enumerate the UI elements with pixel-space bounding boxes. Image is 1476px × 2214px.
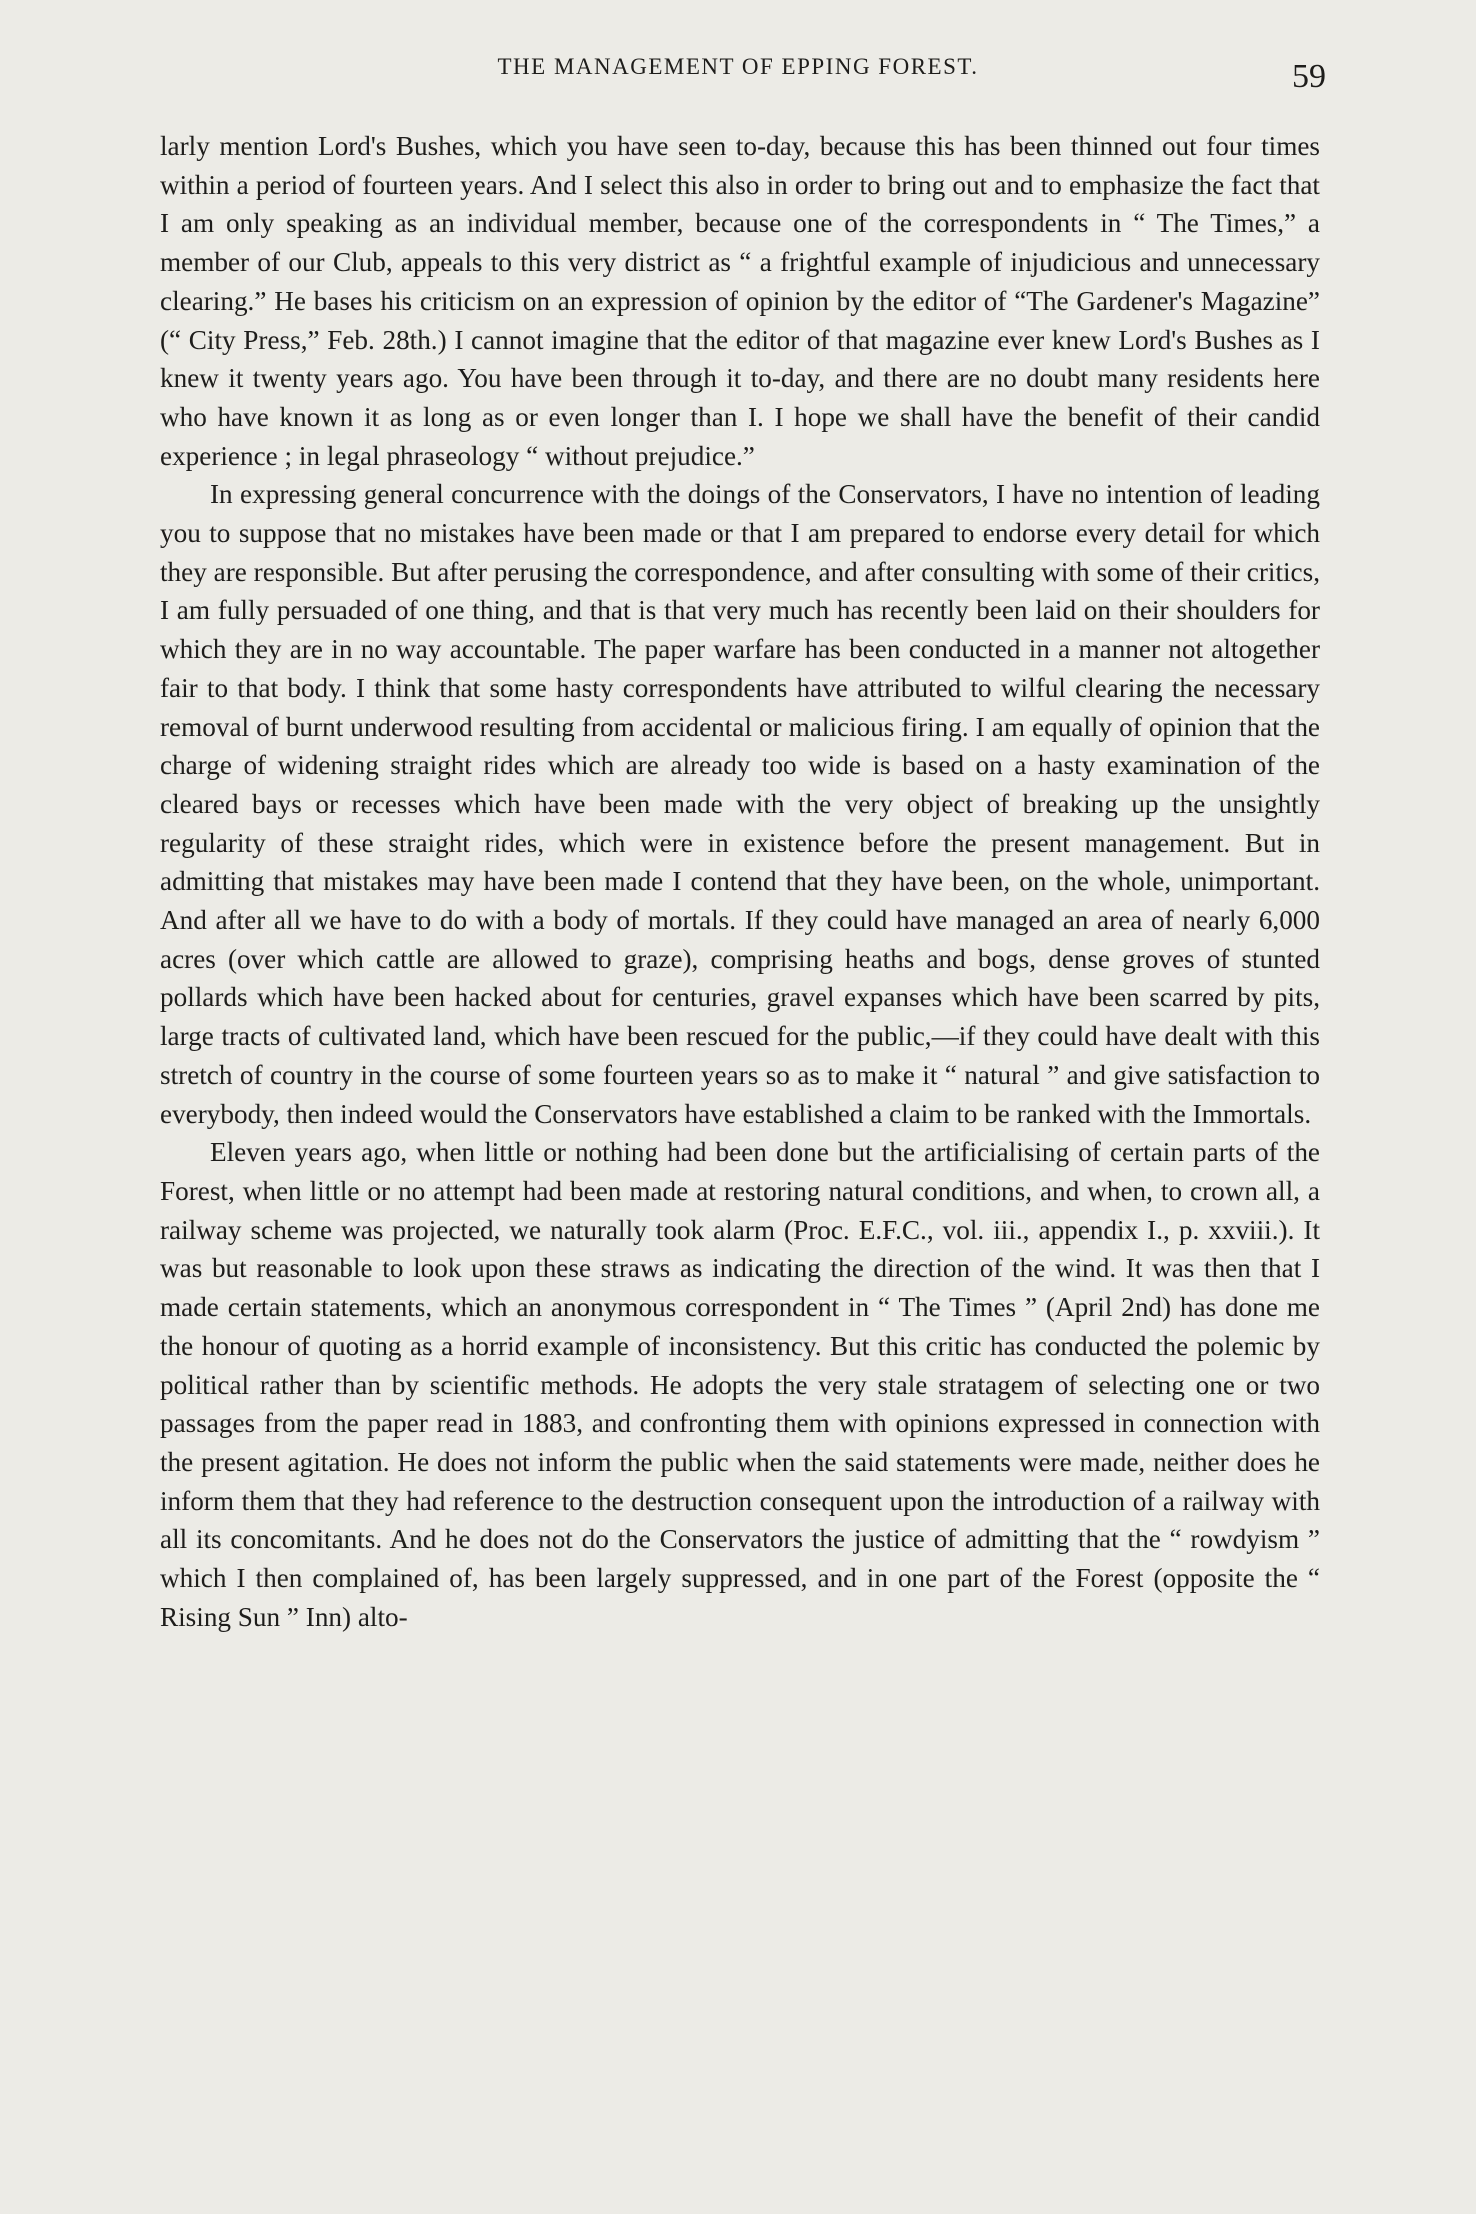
- page-number: 59: [1292, 58, 1326, 95]
- body-text: [160, 127, 1320, 1636]
- paragraph-continued: larly mention Lord's Bushes, which you have seen to-day, because this has been thinned out four times within a period of fourteen years. And I select this also in order to bring out and to emphasize the fact that I am only speaking as an individual member, because one of the correspondents in “ The Times,” a member of our Club, appeals to this very district as “ a frightful example of injudicious and unnecessary clearing.” He bases his criticism on an expression of opinion by the editor of “The Gardener's Magazine” (“ City Press,” Feb. 28th.) I cannot imagine that the editor of that magazine ever knew Lord's Bushes as I knew it twenty years ago. You have been through it to-day, and there are no doubt many residents here who have known it as long as or even longer than I. I hope we shall have the benefit of their candid experience ; in legal phraseology “ without prejudice.”: [160, 131, 1320, 471]
- paragraph-concurrence: In expressing general concurrence with the doings of the Conservators, I have no intention of leading you to suppose that no mistakes have been made or that I am prepared to endorse every detail for which they are responsible. But after perusing the correspondence, and after consulting with some of their critics, I am fully persuaded of one thing, and that is that very much has recently been laid on their shoulders for which they are in no way accountable. The paper warfare has been conducted in a manner not altogether fair to that body. I think that some hasty correspondents have attributed to wilful clearing the necessary removal of burnt underwood resulting from accidental or malicious firing. I am equally of opinion that the charge of widening straight rides which are already too wide is based on a hasty examination of the cleared bays or recesses which have been made with the very object of breaking up the unsightly regularity of these straight rides, which were in existence before the present management. But in admitting that mistakes may have been made I contend that they have been, on the whole, unimportant. And after all we have to do with a body of mortals. If they could have managed an area of nearly 6,000 acres (over which cattle are allowed to graze), comprising heaths and bogs, dense groves of stunted pollards which have been hacked about for centuries, gravel expanses which have been scarred by pits, large tracts of cultivated land, which have been rescued for the public,—if they could have dealt with this stretch of country in the course of some fourteen years so as to make it “ natural ” and give satisfaction to everybody, then indeed would the Conservators have established a claim to be ranked with the Immortals.: [160, 479, 1320, 1129]
- page-header: [150, 52, 1326, 112]
- paragraph-eleven-years: Eleven years ago, when little or nothing had been done but the artificialising of certain parts of the Forest, when little or no attempt had been made at restoring natural conditions, and when, to crown all, a railway scheme was projected, we naturally took alarm (Proc. E.F.C., vol. iii., appendix I., p. xxviii.). It was but reasonable to look upon these straws as indicating the direction of the wind. It was then that I made certain statements, which an anonymous correspondent in “ The Times ” (April 2nd) has done me the honour of quoting as a horrid example of inconsistency. But this critic has conducted the polemic by political rather than by scientific methods. He adopts the very stale stratagem of selecting one or two passages from the paper read in 1883, and confronting them with opinions expressed in connection with the present agitation. He does not inform the public when the said statements were made, neither does he inform them that they had reference to the destruction consequent upon the introduction of a railway with all its concomitants. And he does not do the Conservators the justice of admitting that the “ rowdyism ” which I then complained of, has been largely suppressed, and in one part of the Forest (opposite the “ Rising Sun ” Inn) alto-: [160, 1137, 1320, 1632]
- running-title: THE MANAGEMENT OF EPPING FOREST.: [497, 54, 979, 79]
